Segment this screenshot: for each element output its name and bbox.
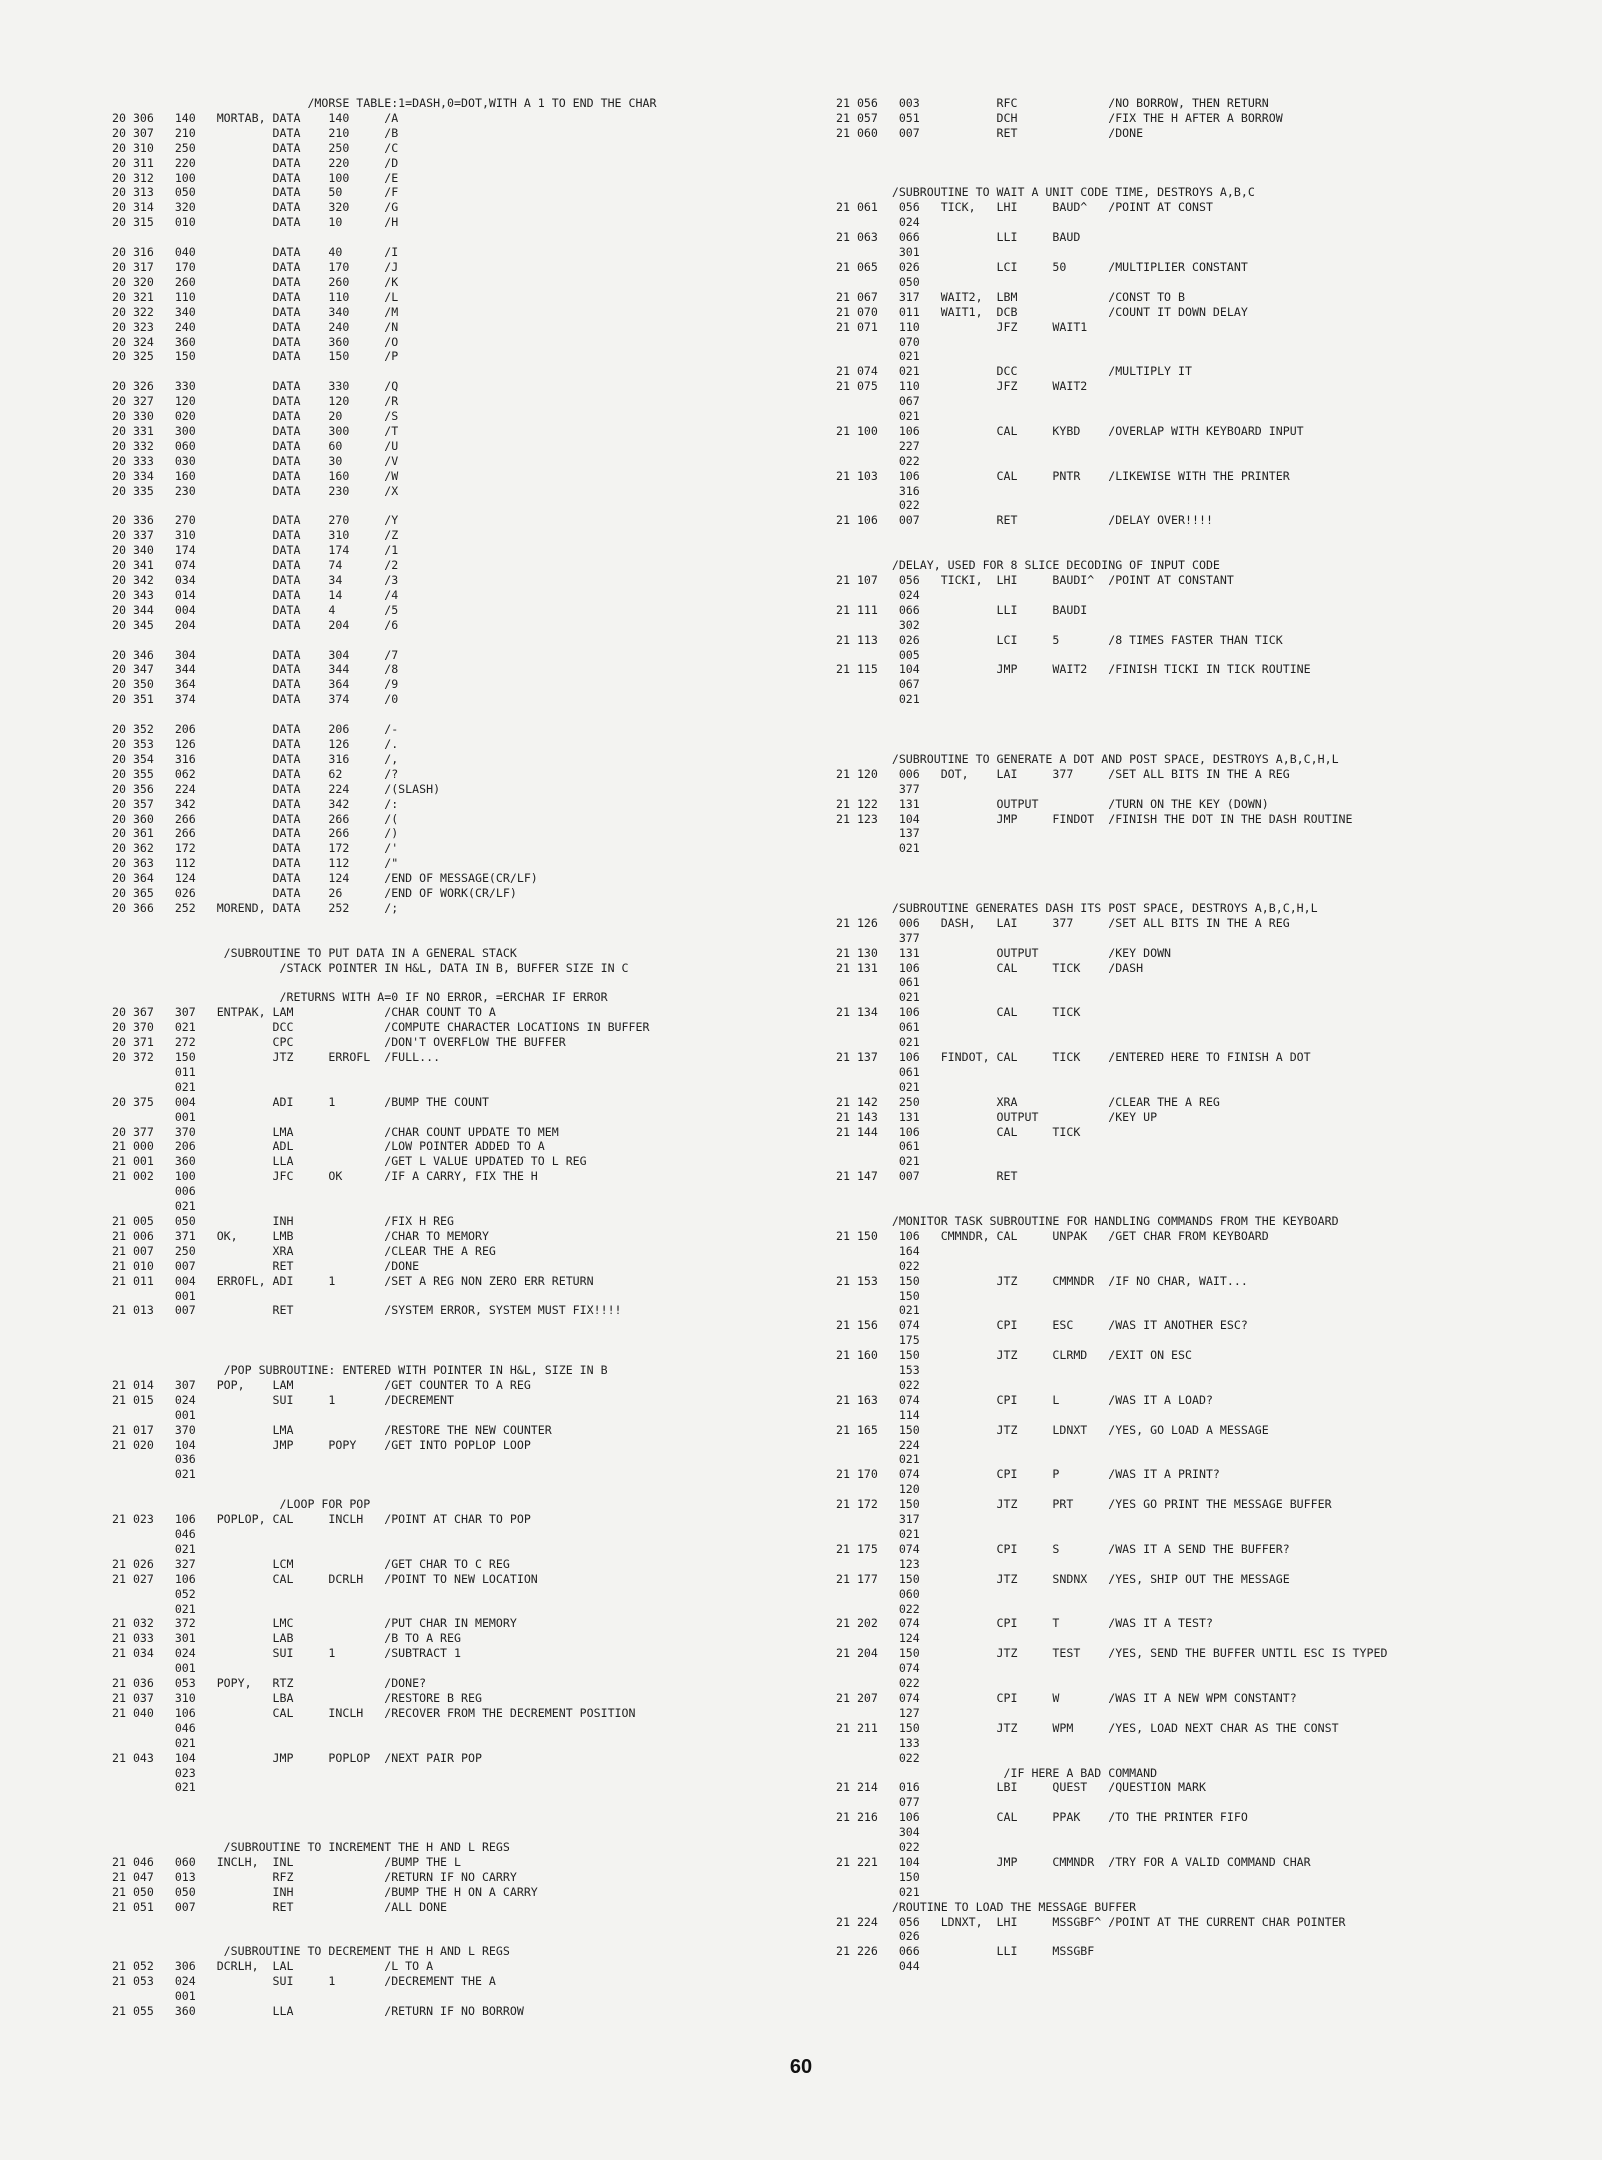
code-line: /MONITOR TASK SUBROUTINE FOR HANDLING COMMANDS FROM THE KEYBOARD [836,1213,1339,1228]
code-line: 20 325 150 DATA 150 /P [112,349,399,364]
code-line: /MORSE TABLE:1=DASH,0=DOT,WITH A 1 TO END THE CHAR [112,96,657,110]
code-line: 120 [836,1482,920,1497]
code-line: /IF HERE A BAD COMMAND [836,1765,1158,1780]
code-line: 046 [112,1527,196,1541]
code-line: 20 367 307 ENTPAK, LAM /CHAR COUNT TO A [112,1005,496,1020]
code-line: 20 351 374 DATA 374 /0 [112,692,399,707]
code-line: 21 057 051 DCH /FIX THE H AFTER A BORROW [836,110,1283,125]
code-line: 301 [836,245,920,260]
code-line: 21 026 327 LCM /GET CHAR TO C REG [112,1556,510,1571]
code-line: 20 317 170 DATA 170 /J [112,259,399,274]
code-line: 21 165 150 JTZ LDNXT /YES, GO LOAD A MESSAGE [836,1422,1269,1437]
code-line: 046 [112,1720,196,1735]
code-line: 20 336 270 DATA 270 /Y [112,513,399,528]
page-number: 60 [789,2056,813,2078]
code-line: 20 361 266 DATA 266 /) [112,826,399,841]
right-code-column [836,96,1387,1974]
code-line: 067 [836,394,920,409]
code-line: 20 363 112 DATA 112 /" [112,856,399,871]
code-line: 21 130 131 OUTPUT /KEY DOWN [836,945,1172,960]
code-line: 077 [836,1795,920,1810]
code-line: 21 115 104 JMP WAIT2 /FINISH TICKI IN TICK ROUTINE [836,662,1311,677]
code-line: 21 106 007 RET /DELAY OVER!!!! [836,513,1213,528]
code-line: 21 143 131 OUTPUT /KEY UP [836,1109,1158,1124]
code-line: 021 [836,409,920,424]
code-line: 001 [112,1109,196,1124]
code-line: 20 343 014 DATA 14 /4 [112,587,399,602]
code-line: 21 005 050 INH /FIX H REG [112,1213,455,1228]
code-line: 021 [112,1079,196,1094]
code-line: 21 113 026 LCI 5 /8 TIMES FASTER THAN TICK [836,632,1283,647]
code-line: 20 310 250 DATA 250 /C [112,140,399,155]
code-line: 21 204 150 JTZ TEST /YES, SEND THE BUFFER UNTIL ESC IS TYPED [836,1646,1388,1661]
code-line: /SUBROUTINE TO DECREMENT THE H AND L REGS [112,1944,510,1959]
code-line: 001 [112,1661,196,1676]
code-line: 21 052 306 DCRLH, LAL /L TO A [112,1959,434,1974]
code-line: 21 123 104 JMP FINDOT /FINISH THE DOT IN THE DASH ROUTINE [836,811,1353,826]
code-line: 20 315 010 DATA 10 /H [112,215,399,230]
code-line: 20 377 370 LMA /CHAR COUNT UPDATE TO MEM [112,1124,559,1139]
code-line: /POP SUBROUTINE: ENTERED WITH POINTER IN H&L, SIZE IN B [112,1363,608,1378]
code-line: 20 327 120 DATA 120 /R [112,394,399,409]
code-line: 137 [836,826,920,841]
code-line: 20 346 304 DATA 304 /7 [112,647,399,662]
code-line: 20 326 330 DATA 330 /Q [112,379,399,394]
code-line: 21 040 106 CAL INCLH /RECOVER FROM THE DECREMENT POSITION [112,1705,636,1720]
code-line: 21 037 310 LBA /RESTORE B REG [112,1690,482,1705]
code-line: 377 [836,930,920,945]
code-line: 21 144 106 CAL TICK [836,1124,1081,1139]
code-line: 20 306 140 MORTAB, DATA 140 /A [112,110,399,125]
code-line: 021 [112,1780,196,1795]
code-line: 20 355 062 DATA 62 /? [112,766,399,781]
code-line: 123 [836,1556,920,1571]
code-line: 061 [836,1064,920,1079]
code-line: 20 345 204 DATA 204 /6 [112,617,399,632]
code-line: 21 014 307 POP, LAM /GET COUNTER TO A REG [112,1377,531,1392]
code-line: 074 [836,1661,920,1676]
code-line: 21 126 006 DASH, LAI 377 /SET ALL BITS IN THE A REG [836,915,1290,930]
code-line: 20 352 206 DATA 206 /- [112,722,399,737]
code-line: 21 156 074 CPI ESC /WAS IT ANOTHER ESC? [836,1318,1248,1333]
code-line: 21 006 371 OK, LMB /CHAR TO MEMORY [112,1228,489,1243]
code-line: 21 207 074 CPI W /WAS IT A NEW WPM CONSTANT? [836,1690,1297,1705]
code-line: 21 001 360 LLA /GET L VALUE UPDATED TO L REG [112,1154,587,1169]
code-line: 024 [836,587,920,602]
code-line: 304 [836,1825,920,1840]
code-line: 021 [112,1199,196,1214]
code-line: 21 071 110 JFZ WAIT1 [836,319,1088,334]
code-line: 21 131 106 CAL TICK /DASH [836,960,1144,975]
code-line: 21 177 150 JTZ SNDNX /YES, SHIP OUT THE MESSAGE [836,1571,1290,1586]
code-line: 060 [836,1586,920,1601]
code-line: 20 370 021 DCC /COMPUTE CHARACTER LOCATIONS IN BUFFER [112,1020,650,1035]
code-line: 21 202 074 CPI T /WAS IT A TEST? [836,1616,1213,1631]
code-line: 302 [836,617,920,632]
code-line: 052 [112,1586,196,1601]
code-line: 20 307 210 DATA 210 /B [112,125,399,140]
code-line: 20 371 272 CPC /DON'T OVERFLOW THE BUFFER [112,1035,566,1050]
code-line: 20 356 224 DATA 224 /(SLASH) [112,781,441,796]
code-line: 20 365 026 DATA 26 /END OF WORK(CR/LF) [112,886,517,901]
code-line: 21 122 131 OUTPUT /TURN ON THE KEY (DOWN) [836,796,1269,811]
code-line: 21 153 150 JTZ CMMNDR /IF NO CHAR, WAIT... [836,1273,1248,1288]
code-line: 127 [836,1705,920,1720]
code-line: 021 [836,349,920,364]
code-line: 21 211 150 JTZ WPM /YES, LOAD NEXT CHAR AS THE CONST [836,1720,1339,1735]
code-line: 20 331 300 DATA 300 /T [112,423,399,438]
code-line: 21 175 074 CPI S /WAS IT A SEND THE BUFFER? [836,1541,1290,1556]
left-code-column [112,96,656,2019]
code-line: 21 065 026 LCI 50 /MULTIPLIER CONSTANT [836,259,1248,274]
code-line: 21 170 074 CPI P /WAS IT A PRINT? [836,1467,1220,1482]
code-line: 21 075 110 JFZ WAIT2 [836,379,1088,394]
code-line: 022 [836,453,920,468]
code-line: 021 [836,1452,920,1467]
code-line: 21 061 056 TICK, LHI BAUD^ /POINT AT CONST [836,200,1213,215]
code-line: 024 [836,215,920,230]
code-line: 20 332 060 DATA 60 /U [112,438,399,453]
code-line: 021 [836,841,920,856]
code-line: 21 023 106 POPLOP, CAL INCLH /POINT AT CHAR TO POP [112,1512,531,1527]
code-line: 20 316 040 DATA 40 /I [112,245,399,260]
code-line: 021 [836,990,920,1005]
code-line: 011 [112,1064,196,1079]
code-line: /ROUTINE TO LOAD THE MESSAGE BUFFER [836,1899,1137,1914]
code-line: 21 134 106 CAL TICK [836,1005,1081,1020]
code-line: 021 [112,1601,196,1616]
code-line: 21 027 106 CAL DCRLH /POINT TO NEW LOCATION [112,1571,538,1586]
code-line: 150 [836,1288,920,1303]
code-line: /DELAY, USED FOR 8 SLICE DECODING OF INPUT CODE [836,558,1220,573]
code-line: 21 224 056 LDNXT, LHI MSSGBF^ /POINT AT THE CURRENT CHAR POINTER [836,1914,1346,1929]
code-line: /SUBROUTINE TO INCREMENT THE H AND L REGS [112,1840,510,1855]
code-line: 20 333 030 DATA 30 /V [112,453,399,468]
code-line: /RETURNS WITH A=0 IF NO ERROR, =ERCHAR IF ERROR [112,990,608,1005]
code-line: 21 047 013 RFZ /RETURN IF NO CARRY [112,1869,517,1884]
code-line: 022 [836,1840,920,1855]
code-line: 20 320 260 DATA 260 /K [112,274,399,289]
code-line: 20 347 344 DATA 344 /8 [112,662,399,677]
code-line: 21 214 016 LBI QUEST /QUESTION MARK [836,1780,1206,1795]
code-line: 21 150 106 CMMNDR, CAL UNPAK /GET CHAR FROM KEYBOARD [836,1228,1269,1243]
code-line: 022 [836,1676,920,1691]
code-line: 20 372 150 JTZ ERROFL /FULL... [112,1050,441,1064]
code-line: 21 137 106 FINDOT, CAL TICK /ENTERED HERE TO FINISH A DOT [836,1050,1311,1064]
code-line: 021 [112,1735,196,1750]
code-line: /LOOP FOR POP [112,1497,371,1512]
code-line: 021 [112,1467,196,1482]
code-line: 21 147 007 RET [836,1169,1018,1184]
code-line: 164 [836,1243,920,1258]
code-line: 067 [836,677,920,692]
code-line: 114 [836,1407,920,1422]
code-line: 20 324 360 DATA 360 /O [112,334,399,349]
code-line: 21 160 150 JTZ CLRMD /EXIT ON ESC [836,1348,1192,1363]
code-line: 20 375 004 ADI 1 /BUMP THE COUNT [112,1094,489,1109]
code-line: 20 357 342 DATA 342 /: [112,796,399,811]
code-line: 001 [112,1288,196,1303]
code-line: 022 [836,1601,920,1616]
code-line: 20 362 172 DATA 172 /' [112,841,399,856]
code-line: 044 [836,1959,920,1974]
code-line: 20 314 320 DATA 320 /G [112,200,399,215]
code-line: 224 [836,1437,920,1452]
code-line: 070 [836,334,920,349]
code-line: 316 [836,483,920,498]
code-line: 20 335 230 DATA 230 /X [112,483,399,498]
code-line: 20 353 126 DATA 126 /. [112,736,399,751]
code-line: 21 007 250 XRA /CLEAR THE A REG [112,1243,496,1258]
code-line: 21 034 024 SUI 1 /SUBTRACT 1 [112,1646,462,1661]
code-line: 005 [836,647,920,662]
code-line: 001 [112,1407,196,1422]
code-line: 21 172 150 JTZ PRT /YES GO PRINT THE MESSAGE BUFFER [836,1497,1332,1512]
code-line: 21 103 106 CAL PNTR /LIKEWISE WITH THE PRINTER [836,468,1290,483]
code-line: 036 [112,1452,196,1467]
code-line: 21 036 053 POPY, RTZ /DONE? [112,1676,427,1691]
code-line: 20 311 220 DATA 220 /D [112,155,399,170]
code-line: 021 [836,1303,920,1318]
code-line: 022 [836,1750,920,1765]
code-line: 377 [836,781,920,796]
code-line: 20 344 004 DATA 4 /5 [112,602,399,617]
code-line: /STACK POINTER IN H&L, DATA IN B, BUFFER SIZE IN C [112,960,629,975]
code-line: 21 067 317 WAIT2, LBM /CONST TO B [836,289,1186,304]
code-line: /SUBROUTINE TO PUT DATA IN A GENERAL STACK [112,945,517,960]
code-line: 20 341 074 DATA 74 /2 [112,558,399,573]
code-line: 21 020 104 JMP POPY /GET INTO POPLOP LOOP [112,1437,531,1452]
code-line: 21 221 104 JMP CMMNDR /TRY FOR A VALID COMMAND CHAR [836,1854,1311,1869]
code-line: /SUBROUTINE TO WAIT A UNIT CODE TIME, DESTROYS A,B,C [836,185,1255,200]
code-line: 21 055 360 LLA /RETURN IF NO BORROW [112,2004,524,2018]
code-line: 21 015 024 SUI 1 /DECREMENT [112,1392,455,1407]
code-line: 021 [836,1035,920,1050]
code-line: 20 360 266 DATA 266 /( [112,811,399,826]
code-line: 20 350 364 DATA 364 /9 [112,677,399,692]
code-line: 227 [836,438,920,453]
code-line: 21 050 050 INH /BUMP THE H ON A CARRY [112,1884,538,1899]
code-line: 21 216 106 CAL PPAK /TO THE PRINTER FIFO [836,1810,1248,1825]
code-line: 21 053 024 SUI 1 /DECREMENT THE A [112,1974,496,1989]
code-line: 20 322 340 DATA 340 /M [112,304,399,319]
code-line: 001 [112,1989,196,2004]
code-line: 175 [836,1333,920,1348]
code-line: 153 [836,1363,920,1378]
code-line: 022 [836,498,920,513]
code-line: /SUBROUTINE TO GENERATE A DOT AND POST SPACE, DESTROYS A,B,C,H,L [836,751,1339,766]
code-line: 20 334 160 DATA 160 /W [112,468,399,483]
code-line: 061 [836,975,920,990]
code-line: 150 [836,1869,920,1884]
code-line: 20 323 240 DATA 240 /N [112,319,399,334]
code-line: 022 [836,1377,920,1392]
code-line: 21 033 301 LAB /B TO A REG [112,1631,462,1646]
code-line: 124 [836,1631,920,1646]
code-line: 317 [836,1512,920,1527]
code-line: 20 330 020 DATA 20 /S [112,409,399,424]
code-line: 061 [836,1020,920,1035]
code-line: 21 060 007 RET /DONE [836,125,1144,140]
code-line: 20 366 252 MOREND, DATA 252 /; [112,900,399,915]
code-line: 20 342 034 DATA 34 /3 [112,573,399,587]
code-line: /SUBROUTINE GENERATES DASH ITS POST SPACE, DESTROYS A,B,C,H,L [836,900,1318,915]
code-line: 021 [836,1079,920,1094]
code-line: 21 011 004 ERROFL, ADI 1 /SET A REG NON ZERO ERR RETURN [112,1273,594,1288]
code-line: 20 337 310 DATA 310 /Z [112,528,399,543]
code-line: 021 [836,1527,920,1541]
code-line: 21 142 250 XRA /CLEAR THE A REG [836,1094,1220,1109]
code-line: 21 043 104 JMP POPLOP /NEXT PAIR POP [112,1750,482,1765]
code-line: 20 312 100 DATA 100 /E [112,170,399,185]
code-line: 061 [836,1139,920,1154]
code-line: 20 364 124 DATA 124 /END OF MESSAGE(CR/LF) [112,871,538,886]
code-line: 21 120 006 DOT, LAI 377 /SET ALL BITS IN THE A REG [836,766,1290,781]
code-line: 021 [112,1541,196,1556]
code-line: 023 [112,1765,196,1780]
code-line: 21 070 011 WAIT1, DCB /COUNT IT DOWN DELAY [836,304,1248,319]
code-line: 21 063 066 LLI BAUD [836,230,1081,245]
code-line: 21 051 007 RET /ALL DONE [112,1899,448,1914]
code-line: 21 032 372 LMC /PUT CHAR IN MEMORY [112,1616,517,1631]
code-line: 21 163 074 CPI L /WAS IT A LOAD? [836,1392,1213,1407]
code-line: 21 046 060 INCLH, INL /BUMP THE L [112,1854,462,1869]
code-line: 21 226 066 LLI MSSGBF [836,1944,1095,1959]
code-line: 20 354 316 DATA 316 /, [112,751,399,766]
code-line: 20 313 050 DATA 50 /F [112,185,399,200]
code-line: 021 [836,1884,920,1899]
code-line: 21 107 056 TICKI, LHI BAUDI^ /POINT AT CONSTANT [836,573,1234,587]
code-line: 21 002 100 JFC OK /IF A CARRY, FIX THE H [112,1169,538,1184]
code-line: 133 [836,1735,920,1750]
code-line: 21 017 370 LMA /RESTORE THE NEW COUNTER [112,1422,552,1437]
code-line: 21 010 007 RET /DONE [112,1258,420,1273]
code-line: 20 321 110 DATA 110 /L [112,289,399,304]
code-line: 021 [836,692,920,707]
code-line: 21 056 003 RFC /NO BORROW, THEN RETURN [836,96,1269,110]
code-line: 21 111 066 LLI BAUDI [836,602,1088,617]
code-line: 21 000 206 ADL /LOW POINTER ADDED TO A [112,1139,545,1154]
code-line: 022 [836,1258,920,1273]
code-line: 20 340 174 DATA 174 /1 [112,543,399,558]
code-line: 21 100 106 CAL KYBD /OVERLAP WITH KEYBOARD INPUT [836,423,1304,438]
code-line: 050 [836,274,920,289]
code-line: 21 074 021 DCC /MULTIPLY IT [836,364,1192,379]
code-line: 026 [836,1929,920,1944]
code-line: 021 [836,1154,920,1169]
code-line: 006 [112,1184,196,1199]
code-line: 21 013 007 RET /SYSTEM ERROR, SYSTEM MUST FIX!!!! [112,1303,622,1318]
